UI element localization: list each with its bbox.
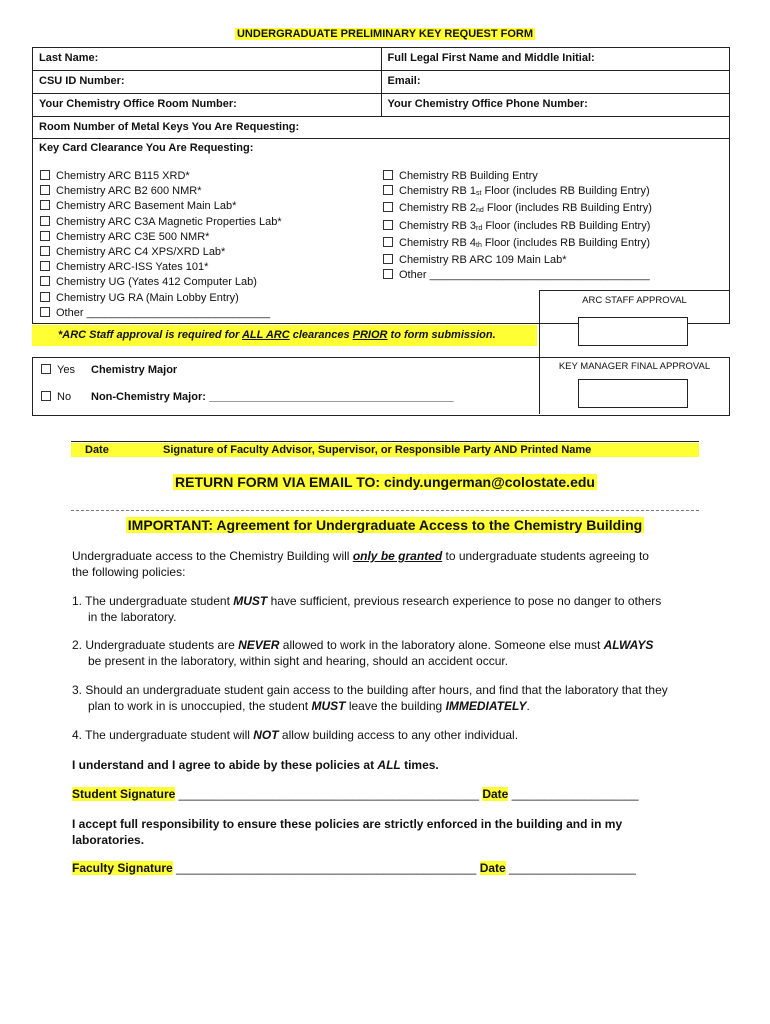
checkbox-icon[interactable] xyxy=(383,185,393,195)
option-rb-4th[interactable]: Chemistry RB 4th Floor (includes RB Building Entry) xyxy=(383,236,723,253)
accept-statement: I accept full responsibility to ensure these policies are strictly enforced in the building and in my laboratories. xyxy=(72,817,623,847)
option-rb-arc[interactable]: Chemistry RB ARC 109 Main Lab* xyxy=(383,253,723,268)
signature-caption xyxy=(71,443,699,457)
csu-id-field[interactable]: CSU ID Number: xyxy=(39,75,125,87)
email-field[interactable]: Email: xyxy=(381,71,730,93)
option-rb-1st[interactable]: Chemistry RB 1st Floor (includes RB Building Entry) xyxy=(383,184,723,201)
right-clearance-list xyxy=(383,169,723,283)
option-arc-iss[interactable]: Chemistry ARC-ISS Yates 101* xyxy=(40,260,360,275)
arc-staff-approval-label: ARC STAFF APPROVAL xyxy=(582,295,687,306)
checkbox-icon[interactable] xyxy=(40,261,50,271)
non-chem-major-field[interactable]: Non-Chemistry Major: ________________________________________ xyxy=(91,391,454,403)
option-ug-ra[interactable]: Chemistry UG RA (Main Lobby Entry) xyxy=(40,291,360,306)
policy-1: 1. The undergraduate student MUST have sufficient, previous research experience to pose no danger to others in the laboratory. xyxy=(72,594,662,624)
option-ug-yates[interactable]: Chemistry UG (Yates 412 Computer Lab) xyxy=(40,275,360,290)
separator xyxy=(71,510,699,511)
option-arc-b2[interactable]: Chemistry ARC B2 600 NMR* xyxy=(40,184,360,199)
student-date-label: Date xyxy=(482,787,509,801)
major-section xyxy=(32,357,730,416)
form-title: UNDERGRADUATE PRELIMINARY KEY REQUEST FORM xyxy=(236,28,533,40)
left-clearance-list xyxy=(40,169,360,321)
checkbox-icon[interactable] xyxy=(41,391,51,401)
key-card-label: Key Card Clearance You Are Requesting: xyxy=(39,142,254,154)
option-rb-building[interactable]: Chemistry RB Building Entry xyxy=(383,169,723,184)
first-name-field[interactable]: Full Legal First Name and Middle Initial: xyxy=(381,48,730,70)
arc-note: *ARC Staff approval is required for ALL ARC clearances PRIOR to form submission. xyxy=(32,325,537,346)
key-manager-box[interactable] xyxy=(578,379,688,408)
student-signature-label: Student Signature xyxy=(72,787,176,801)
key-manager-section xyxy=(539,357,729,414)
checkbox-icon[interactable] xyxy=(383,254,393,264)
signature-line[interactable] xyxy=(71,441,699,442)
checkbox-icon[interactable] xyxy=(40,276,50,286)
signature-label: Signature of Faculty Advisor, Supervisor, or Responsible Party AND Printed Name xyxy=(163,444,592,456)
checkbox-icon[interactable] xyxy=(40,185,50,195)
option-rb-3rd[interactable]: Chemistry RB 3rd Floor (includes RB Building Entry) xyxy=(383,219,723,236)
signature-date-label: Date xyxy=(85,444,109,456)
policy-4: 4. The undergraduate student will NOT allow building access to any other individual. xyxy=(72,728,519,742)
checkbox-icon[interactable] xyxy=(40,231,50,241)
office-phone-field[interactable]: Your Chemistry Office Phone Number: xyxy=(381,94,730,116)
yes-option[interactable]: Yes xyxy=(41,364,75,376)
option-rb-2nd[interactable]: Chemistry RB 2nd Floor (includes RB Building Entry) xyxy=(383,201,723,218)
intro-paragraph: Undergraduate access to the Chemistry Building will only be granted to undergraduate students agreeing to the following policies: xyxy=(72,549,649,579)
arc-staff-approval-box[interactable] xyxy=(578,317,688,346)
option-other-left[interactable]: Other ______________________________ xyxy=(40,306,360,321)
chem-major-label: Chemistry Major xyxy=(91,364,178,376)
checkbox-icon[interactable] xyxy=(40,200,50,210)
checkbox-icon[interactable] xyxy=(383,170,393,180)
metal-keys-field[interactable]: Room Number of Metal Keys You Are Requesting: xyxy=(33,117,729,139)
checkbox-icon[interactable] xyxy=(383,237,393,247)
checkbox-icon[interactable] xyxy=(41,364,51,374)
option-arc-basement[interactable]: Chemistry ARC Basement Main Lab* xyxy=(40,199,360,214)
checkbox-icon[interactable] xyxy=(40,216,50,226)
policy-2: 2. Undergraduate students are NEVER allowed to work in the laboratory alone. Someone else must ALWAYS be present in the laboratory, within sight and hearing, should an accident occur. xyxy=(72,638,654,668)
option-arc-c3e[interactable]: Chemistry ARC C3E 500 NMR* xyxy=(40,230,360,245)
no-option[interactable]: No xyxy=(41,391,71,403)
checkbox-icon[interactable] xyxy=(383,220,393,230)
option-arc-c4[interactable]: Chemistry ARC C4 XPS/XRD Lab* xyxy=(40,245,360,260)
return-email: RETURN FORM VIA EMAIL TO: cindy.ungerman@colostate.edu xyxy=(175,474,595,490)
key-manager-label: KEY MANAGER FINAL APPROVAL xyxy=(558,361,711,372)
checkbox-icon[interactable] xyxy=(40,246,50,256)
checkbox-icon[interactable] xyxy=(40,292,50,302)
option-other-right[interactable]: Other ____________________________________ xyxy=(383,268,723,283)
option-arc-c3a[interactable]: Chemistry ARC C3A Magnetic Properties Lab* xyxy=(40,215,360,230)
office-room-field[interactable]: Your Chemistry Office Room Number: xyxy=(39,98,237,110)
option-arc-b115[interactable]: Chemistry ARC B115 XRD* xyxy=(40,169,360,184)
checkbox-icon[interactable] xyxy=(40,170,50,180)
faculty-signature-row[interactable]: Faculty Signature _____________________________________________ Date ___________________ xyxy=(72,861,636,875)
important-title: IMPORTANT: Agreement for Undergraduate Access to the Chemistry Building xyxy=(127,517,643,533)
faculty-signature-label: Faculty Signature xyxy=(72,861,173,875)
last-name-field[interactable]: Last Name: xyxy=(39,52,99,64)
checkbox-icon[interactable] xyxy=(40,307,50,317)
checkbox-icon[interactable] xyxy=(383,269,393,279)
faculty-date-label: Date xyxy=(479,861,506,875)
arc-staff-approval-section xyxy=(539,290,729,358)
policy-3: 3. Should an undergraduate student gain access to the building after hours, and find that the laboratory that they plan to work in is unoccupied, the student MUST leave the building IMMEDIATELY. xyxy=(72,683,668,713)
agree-statement: I understand and I agree to abide by these policies at ALL times. xyxy=(72,758,439,772)
checkbox-icon[interactable] xyxy=(383,202,393,212)
student-signature-row[interactable]: Student Signature _____________________________________________ Date ___________________ xyxy=(72,787,639,801)
